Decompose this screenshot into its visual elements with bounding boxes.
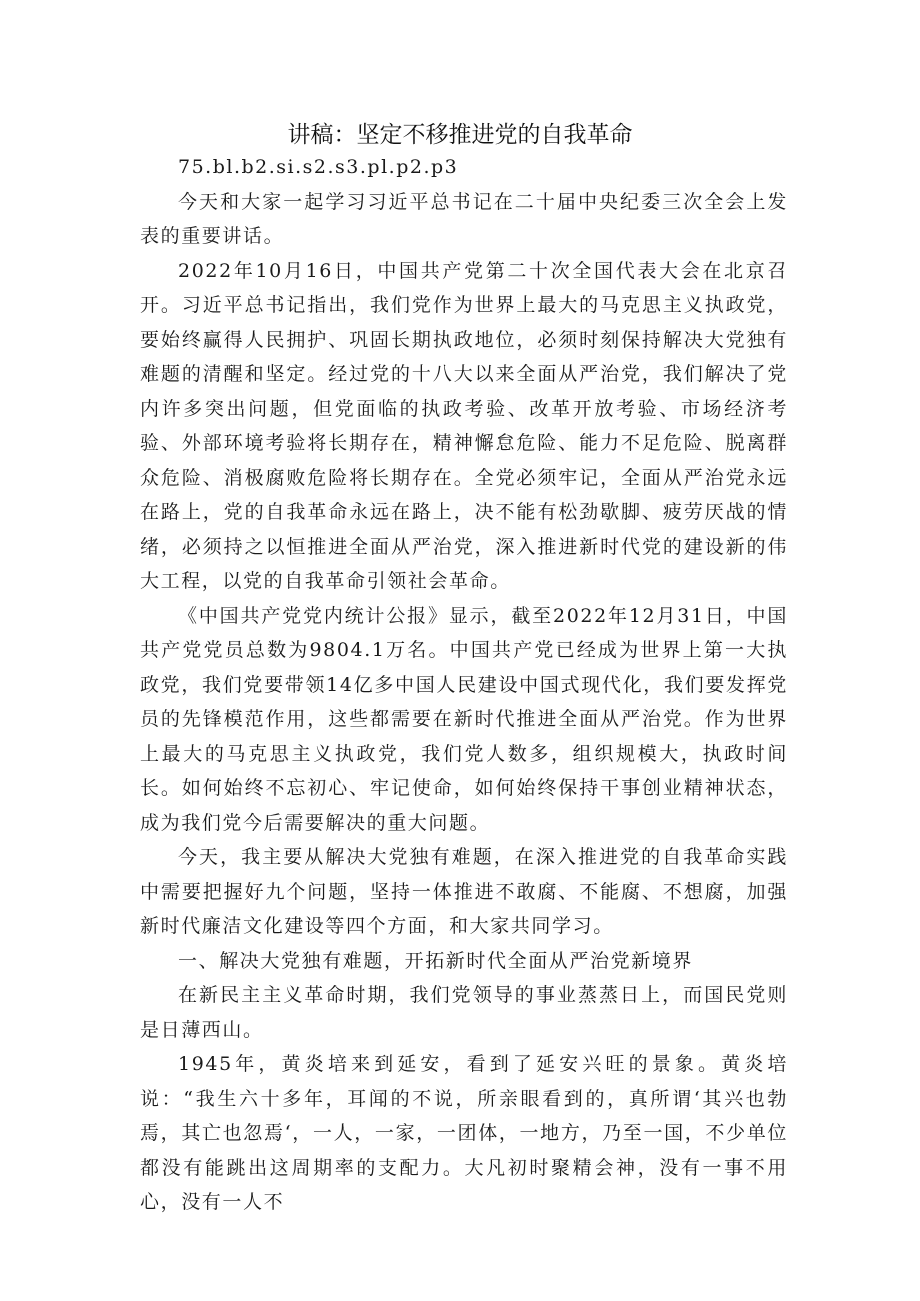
paragraph-statistics: 《中国共产党党内统计公报》显示，截至2022年12月31日，中国共产党党员总数为9804.1万名。中国共产党已经成为世界上第一大执政党，我们党要带领14亿多中国人民建设中国式现代化，我们要发挥党员的先锋模范作用，这些都需要在新时代推进全面从严治党。作为世界上最大的马克思主义执政党，我们党人数多，组织规模大，执政时间长。如何始终不忘初心、牢记使命，如何始终保持干事创业精神状态，成为我们党今后需要解决的重大问题。 [140, 604, 788, 834]
paragraph-congress: 2022年10月16日，中国共产党第二十次全国代表大会在北京召开。习近平总书记指出，我们党作为世界上最大的马克思主义执政党，要始终赢得人民拥护、巩固长期执政地位，必须时刻保持解决大党独有难题的清醒和坚定。经过党的十八大以来全面从严治党，我们解决了党内许多突出问题，但党面临的执政考验、改革开放考验、市场经济考验、外部环境考验将长期存在，精神懈怠危险、能力不足危险、脱离群众危险、消极腐败危险将长期存在。全党必须牢记，全面从严治党永远在路上，党的自我革命永远在路上，决不能有松劲歇脚、疲劳厌战的情绪，必须持之以恒推进全面从严治党，深入推进新时代党的建设新的伟大工程，以党的自我革命引领社会革命。 [140, 259, 788, 592]
paragraph-huang-yanpei: 1945年，黄炎培来到延安，看到了延安兴旺的景象。黄炎培说：“我生六十多年，耳闻的不说，所亲眼看到的，真所谓‘其兴也勃焉，其亡也忽焉‘，一人，一家，一团体，一地方，乃至一国，不少单位都没有能跳出这周期率的支配力。大凡初时聚精会神，没有一事不用心，没有一人不 [140, 1053, 788, 1213]
paragraph-intro: 今天和大家一起学习习近平总书记在二十届中央纪委三次全会上发表的重要讲话。 [140, 190, 788, 247]
paragraph-outline: 今天，我主要从解决大党独有难题，在深入推进党的自我革命实践中需要把握好九个问题，坚持一体推进不敢腐、不能腐、不想腐，加强新时代廉洁文化建设等四个方面，和大家共同学习。 [140, 846, 788, 937]
document-code: 75.bl.b2.si.s2.s3.pl.p2.p3 [178, 156, 459, 178]
paragraph-history: 在新民主主义革命时期，我们党领导的事业蒸蒸日上，而国民党则是日薄西山。 [140, 984, 788, 1041]
document-title: 讲稿：坚定不移推进党的自我革命 [287, 122, 633, 148]
document-body [140, 150, 788, 1220]
section-heading-1: 一、解决大党独有难题，开拓新时代全面从严治党新境界 [178, 949, 694, 972]
